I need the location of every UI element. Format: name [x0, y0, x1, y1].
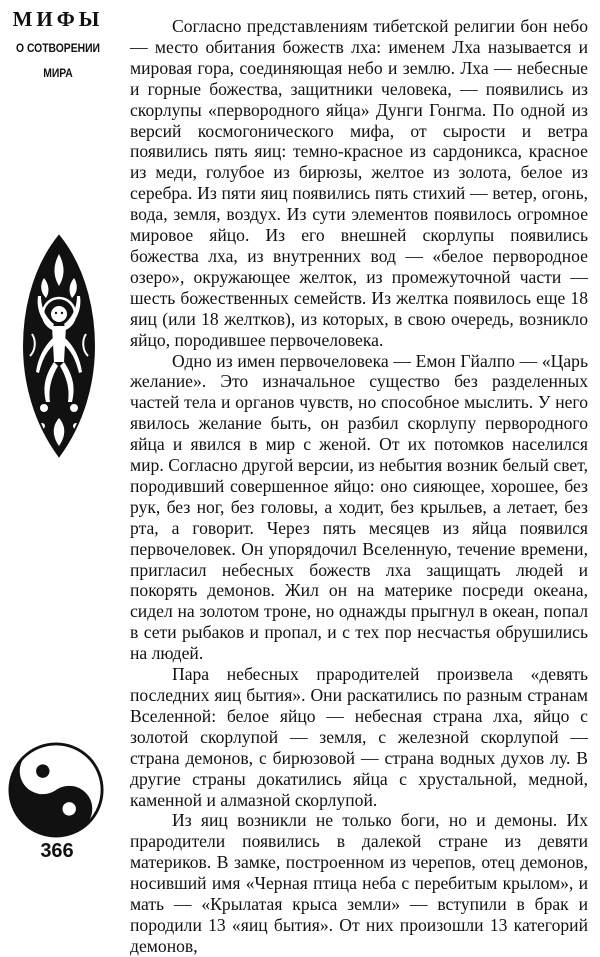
section-title-line-2: МИРА [43, 68, 73, 80]
section-title [8, 37, 109, 87]
series-title: МИФЫ [12, 7, 104, 31]
paragraph-4: Из яиц возникли не только боги, но и демоны. Их прародители появились в далекой стране из девяти материков. В замке, построенном из черепов, отец демонов, носивший имя «Черная птица неба с перебитым крылом», и мать — «Крылатая крыса земли» — вступили в брак и породили 13 «яиц бытия». От них произошли 13 категорий демонов, [130, 810, 588, 956]
paragraph-1: Согласно представлениям тибетской религии бон небо — место обитания божеств лха: именем Лха называется и мировая гора, соединяющая небо и землю. Лха — небесные и горные божества, защитники человека, — появились из скорлупы «первородного яйца» Дунги Гонгма. По одной из версий космогонического мифа, от сырости и ветра появились пять яиц: темно-красное из сардоникса, красное из меди, голубое из бирюзы, желтое из золота, белое из серебра. Из пяти яиц появились пять стихий — ветер, огонь, вода, земля, воздух. Из сути элементов появилось огромное мировое яйцо. Из его внешней скорлупы появились божества лха, из внутренних вод — «белое первородное озеро», окружающее желток, из промежуточной части — шесть божественных семейств. Из желтка появилось еще 18 яиц (или 18 желтков), из которых, в свою очередь, возникло яйцо, породившее первочеловека. [130, 16, 588, 350]
paragraph-3: Пара небесных прародителей произвела «девять последних яиц бытия». Они раскатились по разным странам Вселенной: белое яйцо — небесная страна лха, яйцо с золотой скорлупой — земля, с железной скорлупой — страна демонов, с бирюзовой — страна водных духов лу. В другие страны докатились яйца с хрустальной, медной, каменной и алмазной скорлупой. [130, 664, 588, 810]
page-number: 366 [40, 840, 74, 862]
article-text [130, 16, 588, 957]
page-sidebar [0, 0, 118, 871]
paragraph-2: Одно из имен первочеловека — Емон Гйалпо — «Царь желание». Это изначальное существо без разделенных частей тела и органов чувств, но способное мыслить. У него явилось желание быть, он разбил скорлупу первородного яйца и явился в мир с женой. От их потомков населился мир. Согласно другой версии, из небытия возник белый свет, породивший совершенное яйцо: оно сияющее, хорошее, без рук, без ног, без головы, а ходит, без крыльев, а летает, без рта, а говорит. Через пять месяцев из яйца появился первочеловек. Он упорядочил Вселенную, течение времени, пригласил небесных божеств лха защищать людей и покорять демонов. Жил он на материке посреди океана, сидел на золотом троне, но однажды прыгнул в океан, попал в сети рыбаков и пропал, и с тех пор несчастья обрушились на людей. [130, 350, 588, 664]
section-title-line-1: О СОТВОРЕНИИ [16, 43, 100, 55]
tibetan-deity-amulet-icon [22, 234, 96, 458]
yin-yang-icon [8, 742, 104, 838]
